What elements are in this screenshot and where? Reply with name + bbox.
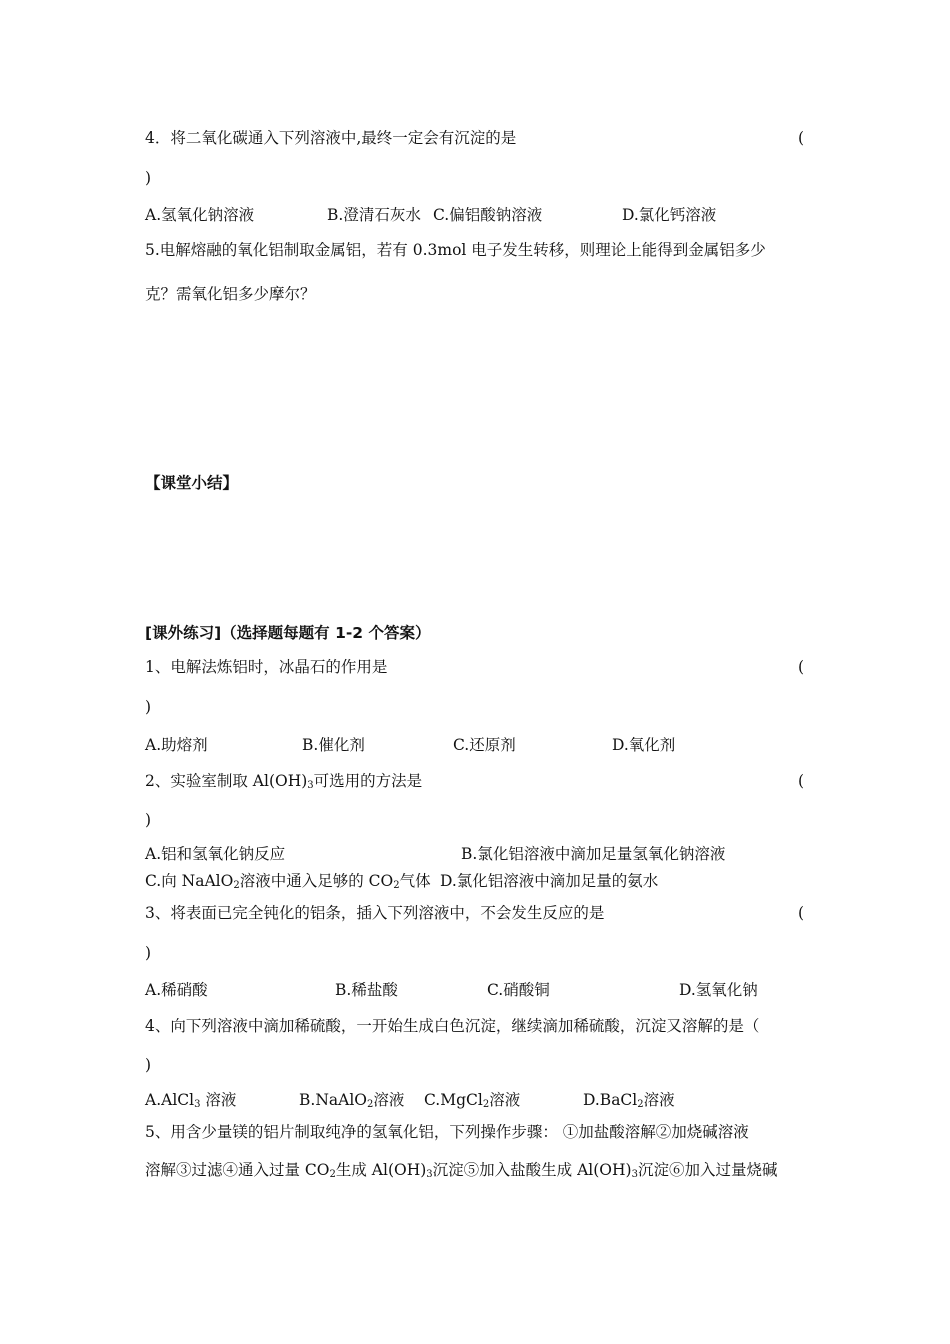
- q4-stem: 4．将二氧化碳通入下列溶液中,最终一定会有沉淀的是: [145, 129, 517, 147]
- e3-option-b: B.稀盐酸: [335, 981, 398, 999]
- q5-line1: 5.电解熔融的氧化铝制取金属铝，若有 0.3mol 电子发生转移，则理论上能得到金属铝多少: [145, 241, 766, 259]
- e2-open-paren: (: [798, 772, 805, 790]
- e1-stem: 1、电解法炼铝时，冰晶石的作用是: [145, 658, 388, 676]
- e1-open-paren: (: [798, 658, 805, 676]
- e1-option-d: D.氧化剂: [612, 736, 676, 754]
- e3-option-a: A.稀硝酸: [145, 981, 208, 999]
- e1-close-paren: ): [145, 698, 152, 716]
- q4-open-paren: (: [798, 129, 805, 147]
- e2-option-b: B.氯化铝溶液中滴加足量氢氧化钠溶液: [461, 845, 726, 863]
- e3-open-paren: (: [798, 904, 805, 922]
- e5-line1: 5、用含少量镁的铝片制取纯净的氢氧化铝，下列操作步骤： ①加盐酸溶解②加烧碱溶液: [145, 1123, 749, 1141]
- e2-option-c: C.向 NaAlO$_2$溶液中通入足够的 $CO_2$气体: [145, 872, 431, 891]
- summary-heading: 【课堂小结】: [145, 474, 239, 492]
- e4-option-b: B.NaAlO$_2$溶液: [299, 1091, 405, 1110]
- e2-option-d: D.氯化铝溶液中滴加足量的氨水: [440, 872, 659, 890]
- e4-stem: 4、向下列溶液中滴加稀硫酸，一开始生成白色沉淀，继续滴加稀硫酸，沉淀又溶解的是（: [145, 1017, 760, 1035]
- e4-option-d: D.BaCl$_2$溶液: [583, 1091, 675, 1110]
- e2-close-paren: ): [145, 811, 152, 829]
- e4-close-paren: ): [145, 1056, 152, 1074]
- e5-line2: 溶解③过滤④通入过量 $CO_2$生成 $Al(OH)_3$沉淀⑤加入盐酸生成 $Al(OH)_3$沉淀⑥加入过量烧碱: [145, 1161, 778, 1180]
- q5-line2: 克？需氧化铝多少摩尔？: [145, 285, 316, 303]
- e1-option-b: B.催化剂: [302, 736, 365, 754]
- q4-close-paren: ): [145, 169, 152, 187]
- e3-option-c: C.硝酸铜: [487, 981, 550, 999]
- e2-option-a: A.铝和氢氧化钠反应: [145, 845, 286, 863]
- q4-option-a: A.氢氧化钠溶液: [145, 206, 255, 224]
- q4-option-d: D.氯化钙溶液: [622, 206, 717, 224]
- e1-option-a: A.助熔剂: [145, 736, 208, 754]
- q4-option-b: B.澄清石灰水: [327, 206, 421, 224]
- e3-option-d: D.氢氧化钠: [679, 981, 758, 999]
- e4-option-a: A.AlCl$_3$ 溶液: [145, 1091, 237, 1110]
- e3-stem: 3、将表面已完全钝化的铝条，插入下列溶液中，不会发生反应的是: [145, 904, 605, 922]
- e2-stem: 2、实验室制取 $Al(OH)_3$可选用的方法是: [145, 772, 423, 791]
- exercise-heading: [课外练习]（选择题每题有 1-2 个答案）: [145, 624, 431, 642]
- q4-option-c: C.偏铝酸钠溶液: [433, 206, 543, 224]
- e3-close-paren: ): [145, 944, 152, 962]
- e4-option-c: C.MgCl$_2$溶液: [424, 1091, 521, 1110]
- e1-option-c: C.还原剂: [453, 736, 516, 754]
